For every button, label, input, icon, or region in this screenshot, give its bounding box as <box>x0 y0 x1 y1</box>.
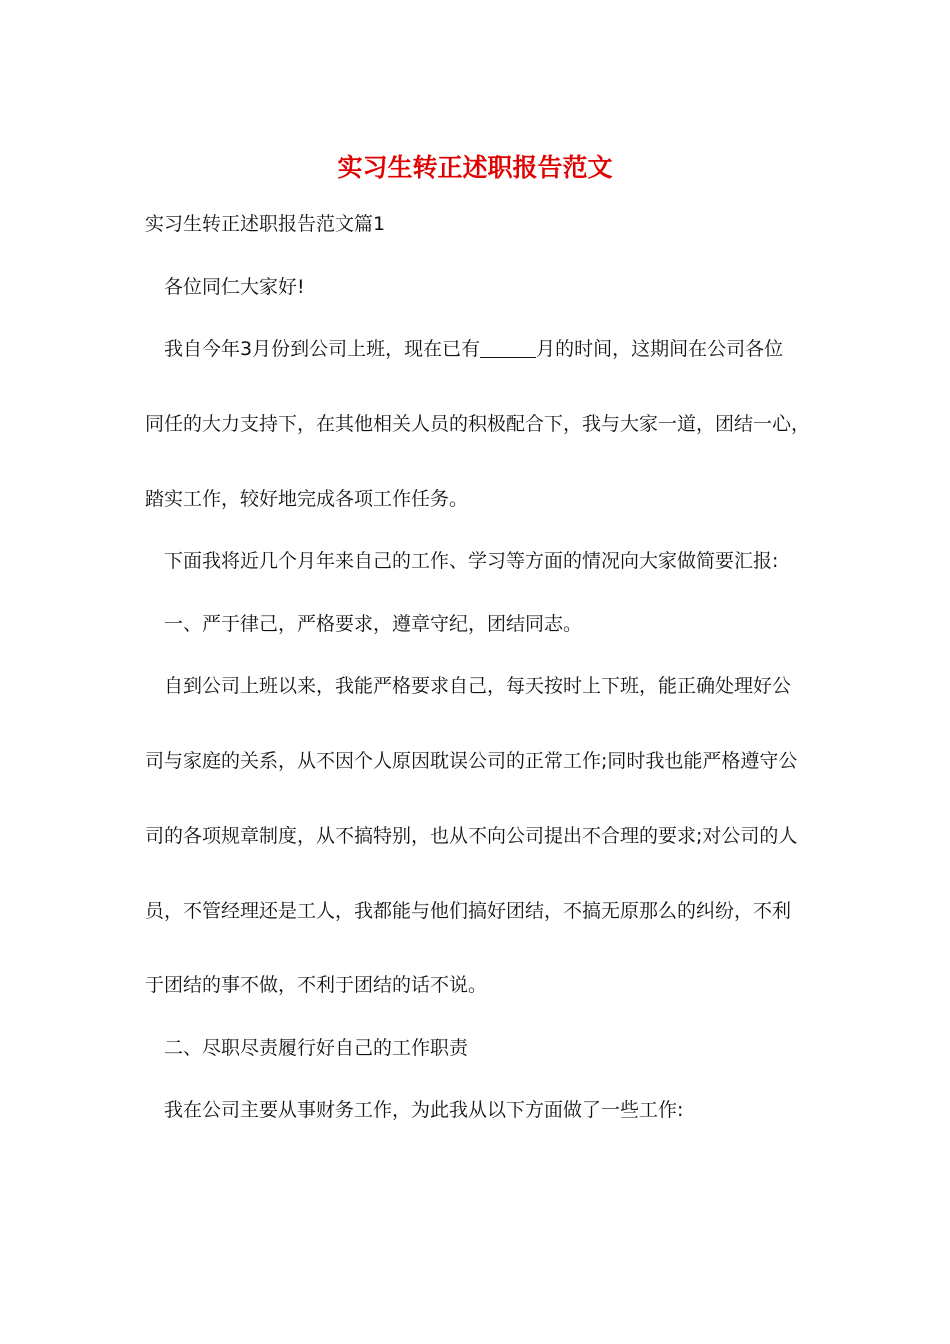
greeting: 各位同仁大家好! <box>164 276 305 298</box>
paragraph-1-line-1 <box>164 335 783 363</box>
paragraph-4: 我在公司主要从事财务工作，为此我从以下方面做了一些工作: <box>164 1099 684 1121</box>
paragraph-1-text-before-blank: 我自今年3月份到公司上班，现在已有 <box>164 338 481 360</box>
paragraph-3-line-4: 员，不管经理还是工人，我都能与他们搞好团结，不搞无原那么的纠纷，不利 <box>145 900 792 922</box>
paragraph-1-text-after-blank: 月的时间，这期间在公司各位 <box>536 338 784 360</box>
paragraph-3-line-5: 于团结的事不做，不利于团结的话不说。 <box>145 974 488 996</box>
document-subtitle: 实习生转正述职报告范文篇1 <box>145 213 386 235</box>
paragraph-3-line-3: 司的各项规章制度，从不搞特别，也从不向公司提出不合理的要求;对公司的人 <box>145 825 798 847</box>
section-2-heading: 二、尽职尽责履行好自己的工作职责 <box>164 1037 469 1059</box>
paragraph-3-line-1: 自到公司上班以来，我能严格要求自己，每天按时上下班，能正确处理好公 <box>164 675 792 697</box>
section-1-heading: 一、严于律己，严格要求，遵章守纪，团结同志。 <box>164 613 583 635</box>
fill-in-blank <box>480 337 536 358</box>
paragraph-1-line-3: 踏实工作，较好地完成各项工作任务。 <box>145 488 469 510</box>
paragraph-3-line-2: 司与家庭的关系，从不因个人原因耽误公司的正常工作;同时我也能严格遵守公 <box>145 750 798 772</box>
paragraph-2: 下面我将近几个月年来自己的工作、学习等方面的情况向大家做简要汇报: <box>164 550 779 572</box>
document-title: 实习生转正述职报告范文 <box>337 153 613 182</box>
paragraph-1-line-2: 同任的大力支持下，在其他相关人员的积极配合下，我与大家一道，团结一心， <box>145 413 811 435</box>
